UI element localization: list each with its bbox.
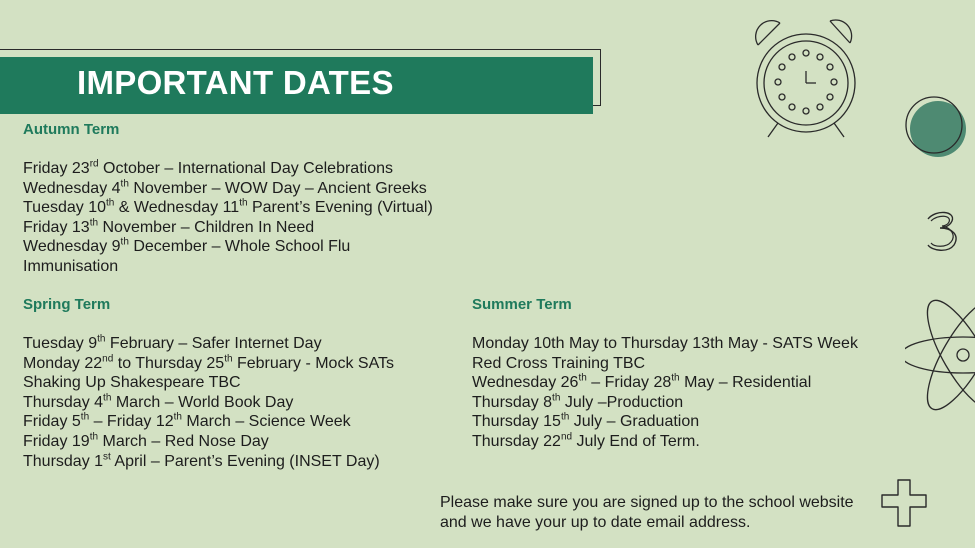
date-item <box>472 354 858 374</box>
ordinal-suffix: th <box>80 412 90 424</box>
spring-term-heading: Spring Term <box>23 296 111 313</box>
date-item <box>23 257 433 277</box>
ordinal-suffix: th <box>173 412 182 424</box>
date-item <box>23 218 433 238</box>
date-item <box>23 354 394 374</box>
date-text: December – Whole School Flu <box>128 238 351 256</box>
date-text: Friday 5 <box>23 413 81 431</box>
date-text: July End of Term. <box>572 432 700 450</box>
ordinal-suffix: th <box>106 197 115 209</box>
date-item <box>472 373 858 393</box>
date-text: Friday 19 <box>23 432 90 450</box>
date-item <box>23 334 394 354</box>
ordinal-suffix: th <box>103 392 112 404</box>
date-text: February - Mock SATs <box>232 354 395 372</box>
ordinal-suffix: nd <box>560 431 573 443</box>
date-text: Parent’s Evening (Virtual) <box>247 199 433 217</box>
atom-icon <box>905 285 975 425</box>
date-item <box>23 237 433 257</box>
date-text: March – Science Week <box>181 413 351 431</box>
date-text: Wednesday 4 <box>23 179 121 197</box>
date-text: March – Red Nose Day <box>98 432 269 450</box>
ordinal-suffix: st <box>103 451 111 463</box>
date-text: April – Parent’s Evening (INSET Day) <box>110 452 380 470</box>
summer-term-list <box>472 334 858 452</box>
date-text: Friday 13 <box>23 218 90 236</box>
date-text: November – WOW Day – Ancient Greeks <box>128 179 427 197</box>
date-text: to Thursday 25 <box>113 354 225 372</box>
date-item <box>23 373 394 393</box>
date-text: July – Graduation <box>569 413 700 431</box>
date-text: February – Safer Internet Day <box>105 335 322 352</box>
date-item <box>23 159 433 179</box>
date-text: & Wednesday 11 <box>114 199 240 217</box>
date-text: March – World Book Day <box>111 393 294 411</box>
alarm-clock-icon <box>750 15 865 140</box>
date-item <box>23 432 394 452</box>
date-item <box>23 412 394 432</box>
date-text: Tuesday 10 <box>23 199 107 217</box>
date-text: Wednesday 26 <box>472 374 579 392</box>
date-text: November – Children In Need <box>98 218 315 236</box>
date-text: Immunisation <box>23 257 119 275</box>
ordinal-suffix: th <box>97 333 106 345</box>
date-text: July –Production <box>560 393 684 411</box>
date-text: Tuesday 9 <box>23 335 98 352</box>
date-text: Thursday 1 <box>23 452 104 470</box>
date-text: Thursday 22 <box>472 432 561 450</box>
date-text: Monday 22 <box>23 354 103 372</box>
date-item <box>23 393 394 413</box>
date-item <box>23 452 394 472</box>
ordinal-suffix: th <box>120 237 129 249</box>
date-text: Thursday 15 <box>472 413 561 431</box>
ordinal-suffix: th <box>552 392 561 404</box>
date-text: October – International Day Celebrations <box>98 160 393 177</box>
ordinal-suffix: th <box>120 178 129 190</box>
ordinal-suffix: th <box>89 431 99 443</box>
page-title: IMPORTANT DATES <box>77 64 394 101</box>
date-item <box>472 412 858 432</box>
signup-note: Please make sure you are signed up to the school website and we have your up to date email address. <box>440 494 854 531</box>
autumn-term-heading: Autumn Term <box>23 121 120 138</box>
autumn-term-list <box>23 159 433 277</box>
date-item <box>23 198 433 218</box>
date-text: – Friday 12 <box>89 413 174 431</box>
ordinal-suffix: rd <box>89 158 99 170</box>
ordinal-suffix: th <box>560 412 570 424</box>
ordinal-suffix: th <box>239 197 248 209</box>
date-text: – Friday 28 <box>586 374 672 392</box>
date-text: Friday 23 <box>23 160 90 177</box>
date-item <box>472 432 858 452</box>
plus-icon <box>878 476 933 531</box>
date-text: Red Cross Training TBC <box>472 354 646 372</box>
number-three-icon <box>918 205 968 255</box>
spring-term-list <box>23 334 394 471</box>
circle-decoration <box>900 95 975 165</box>
date-text: Thursday 8 <box>472 393 553 411</box>
date-item <box>23 179 433 199</box>
ordinal-suffix: th <box>89 217 99 229</box>
date-text: Monday 10th May to Thursday 13th May - SATS Week <box>472 335 858 352</box>
date-text: Wednesday 9 <box>23 238 121 256</box>
date-item <box>472 393 858 413</box>
ordinal-suffix: nd <box>102 353 114 365</box>
date-text: Thursday 4 <box>23 393 104 411</box>
summer-term-heading: Summer Term <box>472 296 572 313</box>
ordinal-suffix: th <box>224 353 233 365</box>
ordinal-suffix: th <box>578 372 587 384</box>
date-text: May – Residential <box>679 374 812 392</box>
date-item <box>472 334 858 354</box>
date-text: Shaking Up Shakespeare TBC <box>23 374 241 392</box>
ordinal-suffix: th <box>671 372 680 384</box>
